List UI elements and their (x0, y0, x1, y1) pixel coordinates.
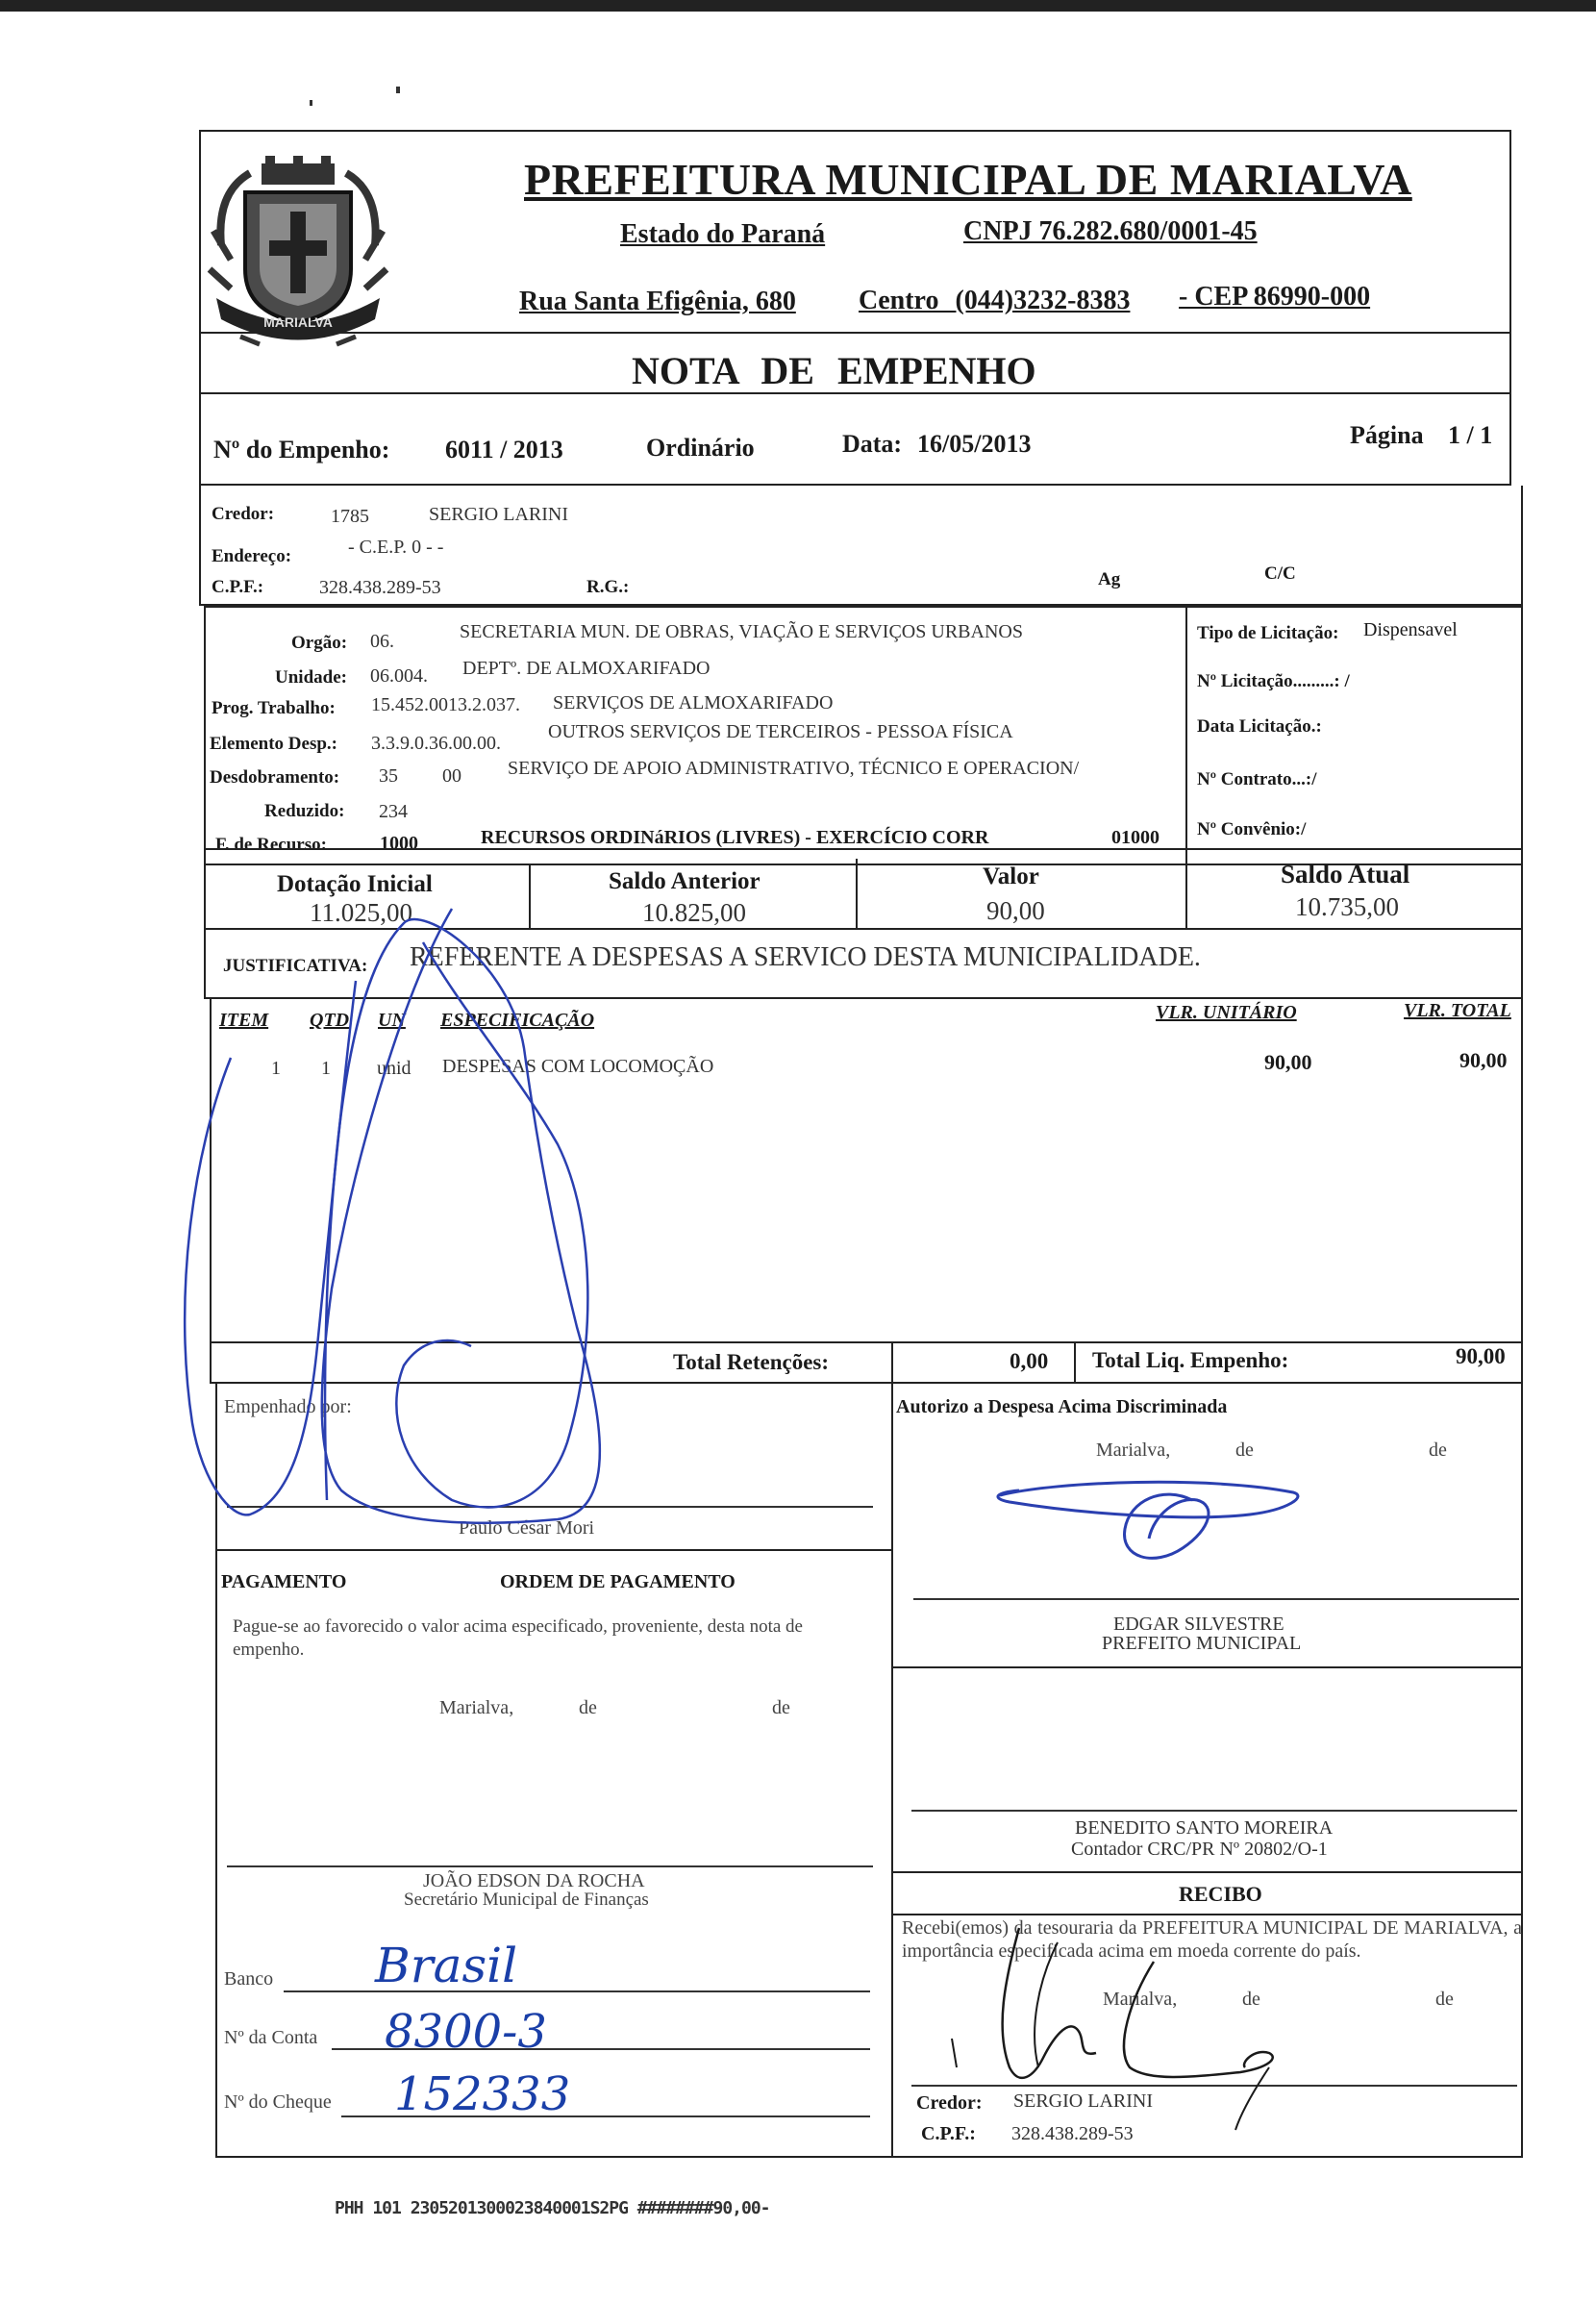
valor-value: 90,00 (986, 896, 1045, 925)
totals-divider-2 (1074, 1341, 1076, 1384)
items-header-item: ITEM (219, 1010, 269, 1031)
rg-label: R.G.: (586, 577, 630, 597)
recibo-de-1: de (1242, 1989, 1260, 2010)
desdobramento-desc: SERVIÇO DE APOIO ADMINISTRATIVO, TÉCNICO E OPERACION/ (508, 758, 1080, 779)
prog-label: Prog. Trabalho: (212, 698, 336, 718)
tipo-licitacao-label: Tipo de Licitação: (1197, 623, 1339, 643)
justificativa-text: REFERENTE A DESPESAS A SERVICO DESTA MUNICIPALIDADE. (410, 942, 1201, 972)
unidade-label: Unidade: (275, 667, 347, 688)
saldo-anterior-label: Saldo Anterior (609, 868, 761, 894)
empenho-date-label: Data: (842, 430, 903, 458)
justificativa-label: JUSTIFICATIVA: (223, 956, 368, 976)
empenhado-signer: Paulo César Mori (459, 1517, 595, 1539)
items-header-qtd: QTD (310, 1010, 350, 1031)
budget-vertical-divider (1185, 608, 1187, 865)
cnpj-label: CNPJ 76.282.680/0001-45 (963, 216, 1258, 246)
recurso-desc: RECURSOS ORDINáRIOS (LIVRES) - EXERCÍCIO CORR (481, 827, 989, 848)
saldo-atual-label: Saldo Atual (1281, 860, 1410, 889)
pagamento-signer-name: JOÃO EDSON DA ROCHA (423, 1870, 645, 1891)
tipo-licitacao-value: Dispensavel (1363, 619, 1458, 640)
coat-of-arms-logo (202, 154, 394, 351)
data-licitacao: Data Licitação.: (1197, 716, 1322, 737)
items-header-vlr-total: VLR. TOTAL (1404, 1000, 1511, 1021)
document-title: NOTA DE EMPENHO (632, 349, 1036, 392)
cheque-label: Nº do Cheque (224, 2091, 332, 2113)
ag-label: Ag (1098, 569, 1121, 589)
recibo-signature-line (911, 2085, 1517, 2087)
cpf-label: C.P.F.: (212, 577, 264, 597)
empenhado-label: Empenhado por: (224, 1396, 352, 1417)
item-total-value: 90,00 (1459, 1048, 1508, 1072)
autorizo-signature-line (913, 1598, 1519, 1600)
elemento-code: 3.3.9.0.36.00.00. (371, 733, 501, 754)
dotacao-label: Dotação Inicial (277, 871, 433, 897)
desdobramento-sub: 00 (442, 765, 461, 787)
unidade-desc: DEPTº. DE ALMOXARIFADO (462, 658, 711, 679)
pagamento-label: PAGAMENTO (221, 1571, 347, 1592)
liq-empenho-value: 90,00 (1456, 1344, 1506, 1368)
municipality-title: PREFEITURA MUNICIPAL DE MARIALVA (524, 155, 1412, 204)
recibo-de-2: de (1435, 1989, 1454, 2010)
recurso-label: F. de Recurso: (215, 835, 327, 855)
items-header-un: UN (378, 1010, 406, 1031)
liq-empenho-label: Total Liq. Empenho: (1092, 1348, 1289, 1372)
recibo-title: RECIBO (1179, 1882, 1262, 1906)
retencoes-value: 0,00 (1010, 1349, 1049, 1373)
recibo-top-line (893, 1914, 1523, 1915)
banco-value: Brasil (375, 1938, 518, 1993)
recibo-credor: SERGIO LARINI (1013, 2090, 1153, 2112)
values-divider-2 (856, 859, 858, 930)
recibo-text: Recebi(emos) da tesouraria da PREFEITURA MUNICIPAL DE MARIALVA, a importância especificada acima em moeda corrente do país. (902, 1917, 1522, 1962)
numero-contrato: Nº Contrato...:/ (1197, 769, 1317, 789)
page-label: Página (1350, 421, 1424, 449)
contador-name: BENEDITO SANTO MOREIRA (1075, 1817, 1334, 1839)
item-qtd: 1 (321, 1058, 331, 1079)
saldo-atual-value: 10.735,00 (1295, 892, 1399, 921)
pagamento-text: Pague-se ao favorecido o valor acima especificado, proveniente, desta nota de empenho. (233, 1616, 803, 1660)
saldo-anterior-value: 10.825,00 (642, 898, 746, 927)
autorizo-de-2: de (1429, 1439, 1447, 1461)
endereco-value: - C.E.P. 0 - - (348, 537, 444, 558)
reduzido-label: Reduzido: (264, 801, 345, 821)
scan-speck (396, 87, 400, 93)
empenhado-signature-line (227, 1506, 873, 1508)
budget-top-line (204, 606, 1523, 608)
contador-bottom-line (893, 1871, 1523, 1873)
cep-label: - CEP 86990-000 (1179, 282, 1371, 312)
credor-label: Credor: (212, 504, 275, 524)
header-divider (199, 332, 1511, 334)
autorizo-city: Marialva, (1096, 1439, 1171, 1461)
prog-code: 15.452.0013.2.037. (371, 694, 520, 715)
values-divider-1 (529, 864, 531, 930)
footer-code: PHH 101 2305201300023840001S2PG ########90,00- (335, 2198, 770, 2218)
reduzido-value: 234 (379, 801, 408, 822)
credor-code: 1785 (331, 506, 369, 527)
autorizo-bottom-line (893, 1666, 1523, 1668)
scan-speck (310, 100, 312, 106)
items-header-vlr-unitario: VLR. UNITÁRIO (1156, 1002, 1297, 1023)
elemento-desc: OUTROS SERVIÇOS DE TERCEIROS - PESSOA FÍSICA (548, 721, 1013, 742)
desdobramento-label: Desdobramento: (210, 767, 340, 788)
desdobramento-code: 35 (379, 765, 398, 787)
retencoes-label: Total Retenções: (673, 1350, 830, 1374)
empenho-number-label: Nº do Empenho: (213, 436, 390, 463)
ordem-pagamento-label: ORDEM DE PAGAMENTO (500, 1571, 736, 1592)
banco-label: Banco (224, 1968, 274, 1990)
cpf-value: 328.438.289-53 (319, 577, 441, 598)
endereco-label: Endereço: (212, 546, 292, 566)
pagamento-signer-role: Secretário Municipal de Finanças (404, 1890, 649, 1910)
credor-name: SERGIO LARINI (429, 504, 568, 525)
item-unit-value: 90,00 (1264, 1050, 1312, 1074)
autorizo-signer-role: PREFEITO MUNICIPAL (1102, 1633, 1302, 1654)
unidade-code: 06.004. (370, 665, 428, 687)
scan-top-edge (0, 0, 1596, 12)
totals-box (210, 1341, 1523, 1384)
pagamento-de-1: de (579, 1697, 597, 1718)
lower-vertical-divider (891, 1384, 893, 2158)
autorizo-signer-name: EDGAR SILVESTRE (1113, 1614, 1284, 1635)
conta-label: Nº da Conta (224, 2027, 318, 2048)
address-label: Rua Santa Efigênia, 680 (519, 287, 796, 316)
prog-desc: SERVIÇOS DE ALMOXARIFADO (553, 692, 834, 713)
autorizo-de-1: de (1235, 1439, 1254, 1461)
empenho-date: 16/05/2013 (917, 430, 1032, 458)
values-divider-3 (1185, 848, 1187, 930)
autorizo-title: Autorizo a Despesa Acima Discriminada (896, 1396, 1228, 1417)
cheque-value: 152333 (394, 2067, 571, 2121)
item-number: 1 (271, 1058, 281, 1079)
cc-label: C/C (1264, 563, 1296, 584)
item-unit: unid (377, 1058, 411, 1079)
empenhado-bottom-line (215, 1549, 891, 1551)
dotacao-value: 11.025,00 (310, 898, 412, 927)
recibo-city: Marialva, (1103, 1989, 1178, 2010)
pagamento-signature-line (227, 1865, 873, 1867)
empenho-type: Ordinário (646, 434, 755, 462)
conta-value: 8300-3 (385, 2005, 547, 2059)
state-label: Estado do Paraná (620, 219, 826, 249)
pagamento-city: Marialva, (439, 1697, 514, 1718)
item-row (210, 1050, 1523, 1089)
empenho-number: 6011 / 2013 (445, 436, 563, 463)
recurso-number: 01000 (1111, 827, 1160, 848)
valor-label: Valor (983, 864, 1039, 889)
recurso-code: 1000 (380, 833, 418, 854)
recibo-credor-label: Credor: (916, 2092, 983, 2114)
recibo-cpf: 328.438.289-53 (1011, 2123, 1134, 2144)
district-phone-label: Centro (044)3232-8383 (859, 286, 1131, 315)
crest-banner-text: MARIALVA (263, 314, 333, 330)
contador-signature-line (911, 1810, 1517, 1812)
items-header-especificacao: ESPECIFICAÇÃO (440, 1010, 595, 1031)
elemento-label: Elemento Desp.: (210, 734, 337, 754)
orgao-label: Orgão: (291, 633, 348, 653)
contador-role: Contador CRC/PR Nº 20802/O-1 (1071, 1839, 1328, 1860)
pagamento-de-2: de (772, 1697, 790, 1718)
page-number: 1 / 1 (1448, 421, 1493, 449)
item-description: DESPESAS COM LOCOMOÇÃO (442, 1056, 714, 1077)
orgao-code: 06. (370, 631, 394, 652)
orgao-desc: SECRETARIA MUN. DE OBRAS, VIAÇÃO E SERVIÇOS URBANOS (460, 621, 1023, 642)
banco-line (284, 1990, 870, 1992)
numero-licitacao: Nº Licitação.........: / (1197, 671, 1350, 691)
recibo-cpf-label: C.P.F.: (921, 2123, 976, 2144)
totals-divider-1 (891, 1341, 893, 1384)
numero-convenio: Nº Convênio:/ (1197, 819, 1307, 839)
